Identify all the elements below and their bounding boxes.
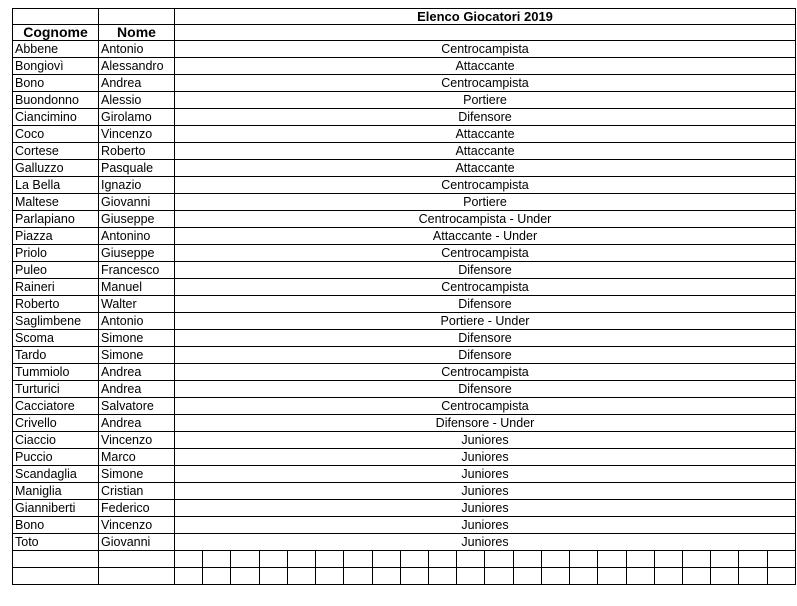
cell[interactable]	[99, 9, 175, 25]
name-cell[interactable]: Antonio	[99, 313, 175, 330]
empty-cell[interactable]	[570, 568, 598, 585]
empty-cell[interactable]	[682, 568, 710, 585]
surname-cell[interactable]: Parlapiano	[13, 211, 99, 228]
surname-cell[interactable]: Bongiovì	[13, 58, 99, 75]
surname-header[interactable]: Cognome	[13, 25, 99, 41]
player-row	[13, 432, 796, 449]
role-cell[interactable]: Centrocampista	[175, 245, 796, 262]
empty-cell[interactable]	[767, 551, 795, 568]
empty-cell[interactable]	[598, 551, 626, 568]
surname-cell[interactable]: Cacciatore	[13, 398, 99, 415]
surname-cell[interactable]: Roberto	[13, 296, 99, 313]
role-cell[interactable]: Centrocampista - Under	[175, 211, 796, 228]
name-cell[interactable]: Andrea	[99, 75, 175, 92]
surname-cell[interactable]: Cortese	[13, 143, 99, 160]
empty-cell[interactable]	[739, 551, 767, 568]
role-cell[interactable]: Attaccante - Under	[175, 228, 796, 245]
name-cell[interactable]: Salvatore	[99, 398, 175, 415]
empty-cell[interactable]	[767, 568, 795, 585]
role-cell[interactable]: Difensore	[175, 296, 796, 313]
surname-cell[interactable]: Maltese	[13, 194, 99, 211]
role-cell[interactable]: Juniores	[175, 534, 796, 551]
empty-cell[interactable]	[372, 568, 400, 585]
empty-cell[interactable]	[372, 551, 400, 568]
player-row	[13, 381, 796, 398]
name-cell[interactable]: Roberto	[99, 143, 175, 160]
surname-cell[interactable]: Buondonno	[13, 92, 99, 109]
empty-cell[interactable]	[231, 551, 259, 568]
player-row	[13, 517, 796, 534]
empty-cell[interactable]	[428, 568, 456, 585]
surname-cell[interactable]: Abbene	[13, 41, 99, 58]
player-row	[13, 228, 796, 245]
player-row	[13, 330, 796, 347]
surname-cell[interactable]: Ciaccio	[13, 432, 99, 449]
surname-cell[interactable]: Puleo	[13, 262, 99, 279]
empty-cell[interactable]	[344, 568, 372, 585]
empty-cell[interactable]	[682, 551, 710, 568]
name-cell[interactable]: Federico	[99, 500, 175, 517]
player-row	[13, 262, 796, 279]
role-cell[interactable]: Portiere	[175, 194, 796, 211]
player-spreadsheet	[12, 8, 796, 585]
role-cell[interactable]: Portiere	[175, 92, 796, 109]
empty-cell[interactable]	[626, 568, 654, 585]
name-cell[interactable]: Girolamo	[99, 109, 175, 126]
role-cell[interactable]: Centrocampista	[175, 279, 796, 296]
role-cell[interactable]: Difensore	[175, 262, 796, 279]
role-cell[interactable]: Difensore	[175, 347, 796, 364]
role-cell[interactable]: Portiere - Under	[175, 313, 796, 330]
surname-cell[interactable]: Ciancimino	[13, 109, 99, 126]
surname-cell[interactable]: Bono	[13, 75, 99, 92]
role-cell[interactable]: Centrocampista	[175, 177, 796, 194]
player-row	[13, 500, 796, 517]
player-row	[13, 534, 796, 551]
empty-cell[interactable]	[654, 568, 682, 585]
player-row	[13, 92, 796, 109]
cell[interactable]	[175, 25, 796, 41]
role-cell[interactable]: Difensore	[175, 330, 796, 347]
player-row	[13, 160, 796, 177]
player-row	[13, 126, 796, 143]
surname-cell[interactable]: Scoma	[13, 330, 99, 347]
empty-cell[interactable]	[259, 551, 287, 568]
role-cell[interactable]: Centrocampista	[175, 398, 796, 415]
name-cell[interactable]: Giovanni	[99, 534, 175, 551]
surname-cell[interactable]: Crivello	[13, 415, 99, 432]
surname-cell[interactable]: Priolo	[13, 245, 99, 262]
role-cell[interactable]: Centrocampista	[175, 41, 796, 58]
title-row	[13, 9, 796, 25]
role-cell[interactable]: Difensore - Under	[175, 415, 796, 432]
role-cell[interactable]: Attaccante	[175, 160, 796, 177]
empty-cell[interactable]	[711, 551, 739, 568]
name-cell[interactable]: Vincenzo	[99, 517, 175, 534]
role-cell[interactable]: Centrocampista	[175, 75, 796, 92]
name-cell[interactable]: Andrea	[99, 381, 175, 398]
name-cell[interactable]: Pasquale	[99, 160, 175, 177]
name-cell[interactable]: Walter	[99, 296, 175, 313]
name-cell[interactable]: Simone	[99, 330, 175, 347]
empty-cell[interactable]	[513, 568, 541, 585]
name-cell[interactable]: Cristian	[99, 483, 175, 500]
empty-cell[interactable]	[654, 551, 682, 568]
player-row	[13, 449, 796, 466]
role-cell[interactable]: Juniores	[175, 449, 796, 466]
empty-cell[interactable]	[175, 568, 203, 585]
name-cell[interactable]: Giuseppe	[99, 211, 175, 228]
empty-cell[interactable]	[259, 568, 287, 585]
name-cell[interactable]: Andrea	[99, 364, 175, 381]
name-cell[interactable]: Antonino	[99, 228, 175, 245]
role-cell[interactable]: Difensore	[175, 109, 796, 126]
empty-cell[interactable]	[203, 568, 231, 585]
empty-cell[interactable]	[485, 551, 513, 568]
empty-cell[interactable]	[457, 551, 485, 568]
empty-row	[13, 568, 796, 585]
empty-cell[interactable]	[316, 551, 344, 568]
player-row	[13, 177, 796, 194]
name-cell[interactable]: Giuseppe	[99, 245, 175, 262]
sheet-title[interactable]: Elenco Giocatori 2019	[175, 9, 796, 25]
empty-cell[interactable]	[287, 568, 315, 585]
empty-cell[interactable]	[400, 551, 428, 568]
empty-cell[interactable]	[13, 551, 99, 568]
name-cell[interactable]: Marco	[99, 449, 175, 466]
name-cell[interactable]: Manuel	[99, 279, 175, 296]
empty-cell[interactable]	[626, 551, 654, 568]
empty-cell[interactable]	[513, 551, 541, 568]
player-row	[13, 41, 796, 58]
role-cell[interactable]: Juniores	[175, 483, 796, 500]
surname-cell[interactable]: Gianniberti	[13, 500, 99, 517]
player-row	[13, 313, 796, 330]
name-cell[interactable]: Giovanni	[99, 194, 175, 211]
name-cell[interactable]: Vincenzo	[99, 126, 175, 143]
surname-cell[interactable]: Toto	[13, 534, 99, 551]
player-row	[13, 364, 796, 381]
player-row	[13, 483, 796, 500]
player-row	[13, 415, 796, 432]
cell[interactable]	[13, 9, 99, 25]
surname-cell[interactable]: Piazza	[13, 228, 99, 245]
role-cell[interactable]: Attaccante	[175, 58, 796, 75]
role-cell[interactable]: Juniores	[175, 517, 796, 534]
surname-cell[interactable]: Puccio	[13, 449, 99, 466]
empty-cell[interactable]	[457, 568, 485, 585]
surname-cell[interactable]: Bono	[13, 517, 99, 534]
player-row	[13, 194, 796, 211]
surname-cell[interactable]: Tummiolo	[13, 364, 99, 381]
empty-cell[interactable]	[541, 551, 569, 568]
empty-cell[interactable]	[711, 568, 739, 585]
name-cell[interactable]: Alessio	[99, 92, 175, 109]
empty-cell[interactable]	[570, 551, 598, 568]
role-cell[interactable]: Centrocampista	[175, 364, 796, 381]
player-row	[13, 75, 796, 92]
empty-cell[interactable]	[739, 568, 767, 585]
empty-cell[interactable]	[344, 551, 372, 568]
empty-cell[interactable]	[287, 551, 315, 568]
player-row	[13, 296, 796, 313]
role-cell[interactable]: Juniores	[175, 432, 796, 449]
empty-cell[interactable]	[400, 568, 428, 585]
name-cell[interactable]: Antonio	[99, 41, 175, 58]
empty-cell[interactable]	[203, 551, 231, 568]
name-cell[interactable]: Vincenzo	[99, 432, 175, 449]
surname-cell[interactable]: Maniglia	[13, 483, 99, 500]
empty-cell[interactable]	[598, 568, 626, 585]
surname-cell[interactable]: Coco	[13, 126, 99, 143]
role-cell[interactable]: Difensore	[175, 381, 796, 398]
role-cell[interactable]: Attaccante	[175, 126, 796, 143]
surname-cell[interactable]: Saglimbene	[13, 313, 99, 330]
player-row	[13, 245, 796, 262]
empty-cell[interactable]	[99, 551, 175, 568]
player-row	[13, 466, 796, 483]
player-row	[13, 211, 796, 228]
player-row	[13, 347, 796, 364]
role-cell[interactable]: Juniores	[175, 466, 796, 483]
player-row	[13, 58, 796, 75]
empty-cell[interactable]	[316, 568, 344, 585]
role-cell[interactable]: Attaccante	[175, 143, 796, 160]
surname-cell[interactable]: Scandaglia	[13, 466, 99, 483]
name-header[interactable]: Nome	[99, 25, 175, 41]
surname-cell[interactable]: Tardo	[13, 347, 99, 364]
player-row	[13, 398, 796, 415]
role-cell[interactable]: Juniores	[175, 500, 796, 517]
player-row	[13, 279, 796, 296]
surname-cell[interactable]: Turturici	[13, 381, 99, 398]
name-cell[interactable]: Alessandro	[99, 58, 175, 75]
name-cell[interactable]: Simone	[99, 347, 175, 364]
empty-cell[interactable]	[428, 551, 456, 568]
player-row	[13, 109, 796, 126]
column-header-row	[13, 25, 796, 41]
player-row	[13, 143, 796, 160]
empty-cell[interactable]	[175, 551, 203, 568]
empty-row	[13, 551, 796, 568]
name-cell[interactable]: Simone	[99, 466, 175, 483]
name-cell[interactable]: Andrea	[99, 415, 175, 432]
empty-cell[interactable]	[99, 568, 175, 585]
name-cell[interactable]: Ignazio	[99, 177, 175, 194]
name-cell[interactable]: Francesco	[99, 262, 175, 279]
surname-cell[interactable]: Galluzzo	[13, 160, 99, 177]
empty-cell[interactable]	[13, 568, 99, 585]
empty-cell[interactable]	[231, 568, 259, 585]
surname-cell[interactable]: La Bella	[13, 177, 99, 194]
empty-cell[interactable]	[485, 568, 513, 585]
empty-cell[interactable]	[541, 568, 569, 585]
surname-cell[interactable]: Raineri	[13, 279, 99, 296]
